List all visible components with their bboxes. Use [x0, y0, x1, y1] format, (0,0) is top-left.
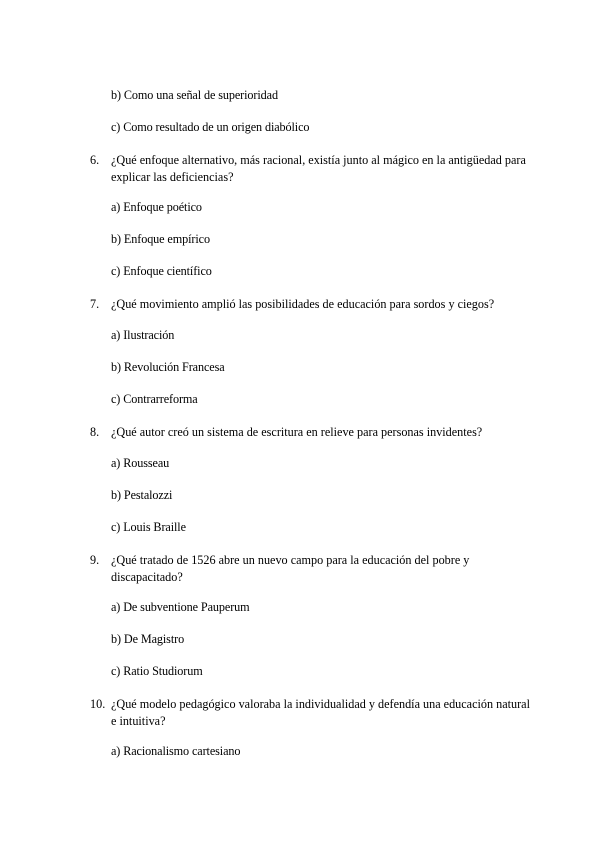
question-text: ¿Qué movimiento amplió las posibilidades de educación para sordos y ciegos?: [111, 297, 495, 311]
question-number: 8.: [90, 425, 100, 439]
option-5b: b) Como una señal de superioridad: [111, 88, 278, 102]
option-9b: b) De Magistro: [111, 632, 185, 646]
question-number: 7.: [90, 297, 100, 311]
question-8: [90, 424, 530, 441]
question-number: 10.: [90, 697, 106, 711]
question-text: ¿Qué tratado de 1526 abre un nuevo campo para la educación del pobre y discapacitado?: [111, 553, 470, 584]
option-8a: a) Rousseau: [111, 456, 170, 470]
question-9: [90, 552, 530, 585]
option-8c: c) Louis Braille: [111, 520, 186, 534]
option-6c: c) Enfoque científico: [111, 264, 212, 278]
question-text: ¿Qué modelo pedagógico valoraba la individualidad y defendía una educación natural e intuitiva?: [111, 697, 530, 728]
option-10a: a) Racionalismo cartesiano: [111, 744, 241, 758]
question-6: [90, 152, 530, 185]
option-7c: c) Contrarreforma: [111, 392, 198, 406]
question-text: ¿Qué enfoque alternativo, más racional, existía junto al mágico en la antigüedad para explicar las deficiencias?: [111, 153, 526, 184]
question-number: 9.: [90, 553, 100, 567]
option-8b: b) Pestalozzi: [111, 488, 173, 502]
option-7a: a) Ilustración: [111, 328, 175, 342]
option-6b: b) Enfoque empírico: [111, 232, 210, 246]
question-7: [90, 296, 530, 313]
option-6a: a) Enfoque poético: [111, 200, 202, 214]
question-number: 6.: [90, 153, 100, 167]
question-text: ¿Qué autor creó un sistema de escritura en relieve para personas invidentes?: [111, 425, 483, 439]
option-5c: c) Como resultado de un origen diabólico: [111, 120, 310, 134]
option-9c: c) Ratio Studiorum: [111, 664, 203, 678]
option-9a: a) De subventione Pauperum: [111, 600, 250, 614]
question-10: [90, 696, 530, 729]
option-7b: b) Revolución Francesa: [111, 360, 225, 374]
